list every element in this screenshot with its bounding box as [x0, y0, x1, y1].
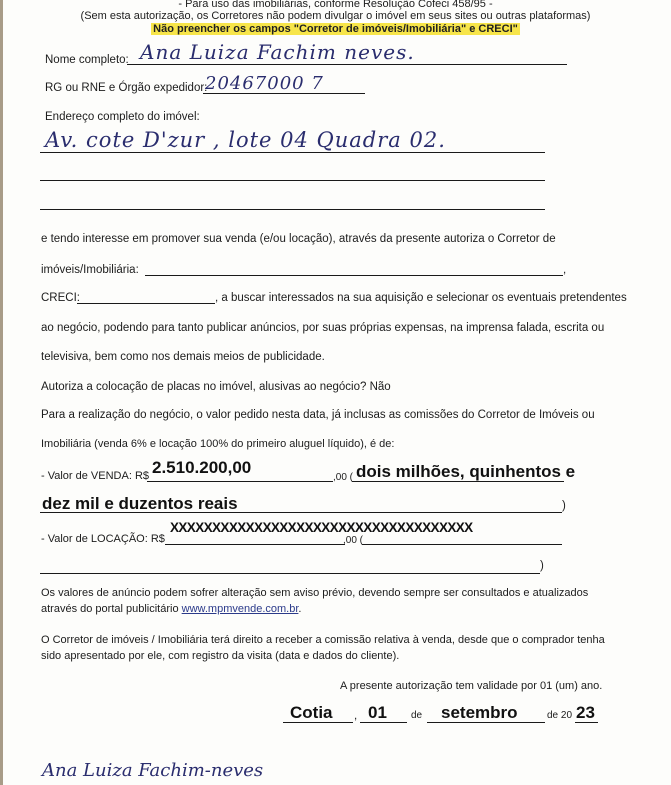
rg-value[interactable]: 20467000 7	[205, 73, 324, 94]
header-line-2: (Sem esta autorização, os Corretores não podem divulgar o imóvel em seus sites ou outras plataformas)	[80, 10, 591, 22]
header-line-1: - Para uso das imobiliárias, conforme Resolução Cofeci 458/95 -	[178, 0, 493, 10]
note-2-line-b: sido apresentado por ele, com registro da visita (data e dados do cliente).	[41, 650, 400, 662]
imobiliaria-line[interactable]	[145, 275, 563, 276]
imobiliaria-comma: ,	[563, 264, 567, 276]
paragraph-1: e tendo interesse em promover sua venda (e/ou locação), através da presente autoriza o Corretor de	[41, 233, 556, 245]
creci-after: , a buscar interessados na sua aquisição e selecionar os eventuais pretendentes	[215, 292, 627, 304]
locacao-close-paren: )	[540, 560, 544, 572]
imobiliaria-label: imóveis/Imobiliária:	[41, 264, 139, 276]
date-de-1: de	[411, 710, 423, 721]
paragraph-2: ao negócio, podendo para tanto publicar anúncios, por suas próprias expensas, na imprensa falada, escrita ou	[41, 322, 605, 334]
note-1-end: .	[298, 603, 302, 615]
endereco-value[interactable]: Av. cote D'zur , lote 04 Quadra 02.	[45, 128, 446, 152]
venda-close-paren: )	[562, 500, 566, 512]
nome-label: Nome completo:	[45, 54, 129, 66]
note-1-line-a: Os valores de anúncio podem sofrer alteração sem aviso prévio, devendo sempre ser consultados e atualizados	[41, 587, 589, 599]
signature: Ana Luiza Fachim-neves	[42, 760, 264, 781]
placas-question: Autoriza a colocação de placas no imóvel, alusivas ao negócio? Não	[41, 381, 391, 393]
venda-value-line	[147, 481, 333, 482]
locacao-extenso-line-2[interactable]	[40, 573, 540, 574]
venda-label: - Valor de VENDA: R$	[41, 470, 150, 482]
nome-line	[127, 64, 567, 65]
endereco-line-3	[40, 209, 545, 210]
note-2-line-a: O Corretor de imóveis / Imobiliária terá direito a receber a comissão relativa à venda, desde que o comprador tenha	[41, 634, 605, 646]
locacao-extenso-line-1[interactable]	[362, 544, 562, 545]
locacao-label: - Valor de LOCAÇÃO: R$	[41, 533, 165, 545]
nome-value[interactable]: Ana Luiza Fachim neves.	[140, 40, 415, 64]
note-1-line-b	[41, 603, 301, 615]
endereco-label: Endereço completo do imóvel:	[45, 111, 200, 123]
paragraph-3: televisiva, bem como nos demais meios de publicidade.	[41, 351, 325, 363]
rg-label: RG ou RNE e Órgão expedidor:	[45, 82, 208, 94]
page-edge	[0, 0, 3, 785]
creci-label: CRECI:	[41, 292, 80, 304]
paragraph-4: Para a realização do negócio, o valor pedido nesta data, já inclusas as comissões do Corretor de Imóveis ou	[41, 409, 595, 421]
date-de-2: de 20	[547, 710, 573, 721]
note-1-text: através do portal publicitário	[41, 603, 179, 615]
date-city[interactable]: Cotia	[290, 703, 333, 722]
endereco-line-2	[40, 180, 545, 181]
date-month[interactable]: setembro	[441, 703, 518, 722]
portal-link[interactable]: www.mpmvende.com.br	[181, 603, 299, 615]
highlighted-notice: Não preencher os campos "Corretor de imóveis/Imobiliária" e CRECI"	[153, 23, 518, 35]
venda-value[interactable]: 2.510.200,00	[152, 458, 252, 477]
paragraph-5: Imobiliária (venda 6% e locação 100% do primeiro aluguel líquido), é de:	[41, 438, 395, 450]
creci-line[interactable]	[77, 303, 215, 304]
date-sep: ,	[354, 710, 358, 722]
header-notice	[0, 23, 671, 35]
venda-cents: ,00 (	[333, 472, 354, 483]
locacao-cents: ,00 (	[343, 535, 364, 546]
locacao-value[interactable]: XXXXXXXXXXXXXXXXXXXXXXXXXXXXXXXXXXXX	[170, 520, 473, 535]
date-year[interactable]: 23	[576, 703, 595, 722]
locacao-value-line	[165, 544, 345, 545]
validade-text: A presente autorização tem validade por 01 (um) ano.	[340, 680, 603, 692]
venda-extenso-2[interactable]: dez mil e duzentos reais	[42, 494, 238, 513]
venda-extenso-1[interactable]: dois milhões, quinhentos e	[356, 462, 576, 481]
endereco-line-1	[40, 152, 545, 153]
date-day[interactable]: 01	[368, 703, 387, 722]
